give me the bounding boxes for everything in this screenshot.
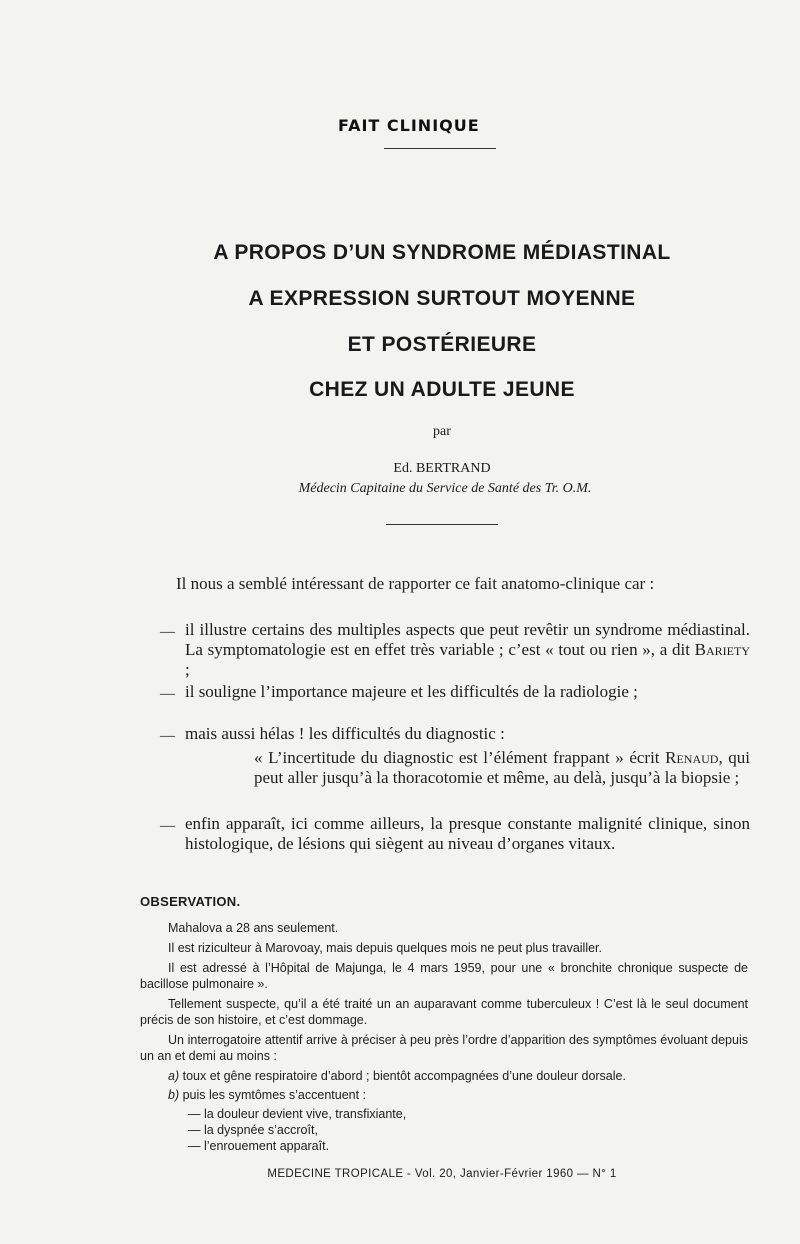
header-divider: [384, 148, 496, 149]
dash-marker: —: [160, 728, 175, 744]
observation-sub-item: — la dyspnée s’accroît,: [188, 1123, 318, 1137]
intro-lead: [140, 574, 750, 594]
article-title-line-2: A EXPRESSION SURTOUT MOYENNE: [248, 287, 636, 310]
quote-block: [254, 748, 750, 788]
point-a-letter: a): [168, 1069, 180, 1083]
intro-item-2: [185, 682, 750, 702]
quote-end: , qui peut aller jusqu’à la thoracotomie et même, au delà, jusqu’à la biopsie ;: [254, 748, 750, 787]
quote-text: « L’incertitude du diagnostic est l’élément frappant » écrit: [254, 748, 660, 767]
observation-paragraph: Il est riziculteur à Marovoay, mais depuis quelques mois ne peut plus travailler.: [168, 941, 603, 955]
observation-body: [140, 920, 748, 1154]
author-name: Ed. BERTRAND: [393, 461, 491, 476]
point-a-text: toux et gêne respiratoire d’abord ; bientôt accompagnées d’une douleur dorsale.: [182, 1069, 626, 1083]
quote-author: Renaud: [665, 748, 719, 767]
intro-item-4-text: enfin apparaît, ici comme ailleurs, la presque constante malignité clinique, sinon histologique, de lésions qui siègent au niveau d’organes vitaux.: [185, 814, 750, 853]
observation-sub-item: — la douleur devient vive, transfixiante,: [188, 1107, 407, 1121]
observation-paragraph: Mahalova a 28 ans seulement.: [168, 921, 339, 935]
observation-point-a: [140, 1068, 748, 1084]
point-b-letter: b): [168, 1088, 180, 1102]
journal-footer: MEDECINE TROPICALE - Vol. 20, Janvier-Février 1960 — N° 1: [267, 1168, 617, 1180]
intro-lead-text: Il nous a semblé intéressant de rapporter ce fait anatomo-clinique car :: [176, 574, 655, 593]
article-title-line-4: CHEZ UN ADULTE JEUNE: [309, 378, 575, 401]
intro-item-3-text: mais aussi hélas ! les difficultés du diagnostic :: [185, 724, 505, 743]
article-title-line-1: A PROPOS D’UN SYNDROME MÉDIASTINAL: [213, 241, 671, 264]
intro-item-1: [185, 620, 750, 680]
section-label: FAIT CLINIQUE: [338, 116, 480, 135]
intro-item-2-text: il souligne l’importance majeure et les difficultés de la radiologie ;: [185, 682, 638, 701]
intro-item-3: [185, 724, 750, 744]
observation-sub-item: — l’enrouement apparaît.: [188, 1139, 330, 1153]
point-b-text: puis les symtômes s’accentuent :: [182, 1088, 367, 1102]
intro-item-1-end: ;: [185, 660, 190, 679]
observation-heading: OBSERVATION.: [140, 894, 241, 909]
intro-item-4: [185, 814, 750, 854]
observation-paragraph: Un interrogatoire attentif arrive à préciser à peu près l’ordre d’apparition des symptômes évoluant depuis un an et demi au moins :: [140, 1033, 748, 1063]
dash-marker: —: [160, 624, 175, 640]
article-title-line-3: ET POSTÉRIEURE: [347, 333, 537, 356]
dash-marker: —: [160, 686, 175, 702]
observation-point-b: [140, 1087, 748, 1103]
author-affiliation: Médecin Capitaine du Service de Santé des Tr. O.M.: [298, 481, 592, 496]
dash-marker: —: [160, 818, 175, 834]
byline-par: par: [433, 424, 451, 439]
intro-item-1-text: il illustre certains des multiples aspects que peut revêtir un syndrome médiastinal. La symptomatologie est en effet très variable ; c’est « tout ou rien », a dit: [185, 620, 750, 659]
observation-paragraph: Tellement suspecte, qu’il a été traité un an auparavant comme tuberculeux ! C’est là le seul document précis de son histoire, et c’est dommage.: [140, 997, 748, 1027]
byline-divider: [386, 524, 498, 525]
intro-item-1-author: Bariety: [694, 640, 750, 659]
observation-paragraph: Il est adressé à l’Hôpital de Majunga, le 4 mars 1959, pour une « bronchite chronique suspecte de bacillose pulmonaire ».: [140, 961, 748, 991]
